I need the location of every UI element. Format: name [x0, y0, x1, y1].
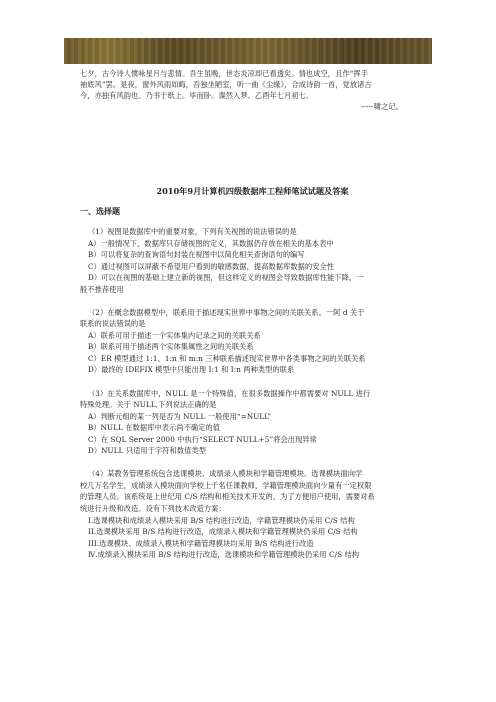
option-b: B）可以将复杂的查询语句封装在视图中以简化相关查询语句的编写	[88, 250, 305, 259]
option-d: D）最终的 IDEFIX 模型中只能出现 I:1 和 I:n 两种类型的联系	[88, 365, 295, 374]
option-c: C）ER 模型通过 1:1、1:n 和 m:n 三种联系描述现实世界中各类事物之间的关联关系	[88, 354, 366, 363]
option-d: D）NULL 只适用于字符和数值类型	[88, 446, 206, 455]
option-d-cont: 般不推荐使用	[80, 285, 124, 294]
question-stem: （4）某教务管理系统包含选课模块、成绩录入模块和学籍管理模块。选课模块面向学	[88, 469, 363, 478]
question-stem-cont: 校几万名学生，成绩录入模块面向学校上千名任课教师，学籍管理模块面向少量有一定权限	[80, 481, 372, 490]
signature: -----啸之记。	[360, 102, 403, 111]
question-stem-cont: 联系的说法错误的是	[80, 319, 146, 328]
option-a: A）联系可用于描述一个实体集内记录之间的关联关系	[88, 331, 261, 340]
question-stem-cont: 统进行升级和改造。设有下列技术改造方案：	[80, 504, 226, 513]
option-a: A）判断元组的某一列是否为 NULL 一般使用“=NULL”	[88, 412, 272, 421]
scheme-option: Ⅳ.成绩录入模块采用 B/S 结构进行改造，选课模块和学籍管理模块仍采用 C/S 结构	[88, 550, 360, 559]
question-stem: （3）在关系数据库中，NULL 是一个特殊值，在很多数据操作中都需要对 NULL 进行	[88, 389, 371, 398]
option-b: B）联系可用于描述两个实体集属性之间的关联关系	[88, 342, 254, 351]
option-c: C）在 SQL Server 2000 中执行“SELECT NULL+5”将会出现异常	[88, 435, 317, 444]
scheme-option: II.选课模块采用 B/S 结构进行改造，成绩录入模块和学籍管理模块仍采用 C/S 结构	[88, 527, 358, 536]
option-b: B）NULL 在数据库中表示尚不确定的值	[88, 423, 221, 432]
preface-line: 今，亦独有风韵也。乃书于纸上。毕而卧。谍然入梦。乙酉年七月初七。	[80, 91, 314, 100]
exam-title: 2010年9月计算机四级数据库工程师笔试试题及答案	[156, 186, 349, 196]
preface-line: 七夕，古今诗人惯咏星月与悲情。吾生虽晚，世态炎凉却已看透矣。情也成空，且作“挥手	[80, 69, 368, 78]
option-d: D）可以在视图的基础上建立新的视图，但这样定义的视图会导致数据库性能下降，一	[88, 273, 364, 282]
option-a: A）一般情况下，数据库只存储视图的定义，其数据仍存放在相关的基本表中	[88, 239, 334, 248]
scheme-option: I.选课模块和成绩录入模块采用 B/S 结构进行改造，学籍管理模块仍采用 C/S 结构	[88, 516, 355, 525]
option-c: C）通过视图可以屏蔽不希望用户看到的敏感数据，提高数据库数据的安全性	[88, 262, 335, 271]
question-stem-cont: 的管理人员。该系统是上世纪用 C/S 结构和相关技术开发的，为了方便用户使用，需要对系	[80, 492, 375, 501]
question-stem-cont: 特殊处理。关于 NULL,下列说法正确的是	[80, 400, 217, 409]
question-stem: （1）视图是数据库中的重要对象，下列有关视图的说法错误的是	[88, 227, 297, 236]
section-heading: 一、选择题	[80, 206, 120, 216]
decorative-header-image	[64, 38, 432, 64]
scheme-option: III.选课模块、成绩录入模块和学籍管理模块均采用 B/S 结构进行改造	[88, 539, 314, 548]
question-stem: （2）在概念数据模型中，联系用于描述现实世界中事物之间的关联关系。一阿 d 关于	[88, 308, 365, 317]
preface-line: 袖底风”罢。是夜，窗外风雨如晦，吾独坐陋室，听一曲《尘缘》，合成诗韵一首，觉放诸古	[80, 80, 372, 89]
